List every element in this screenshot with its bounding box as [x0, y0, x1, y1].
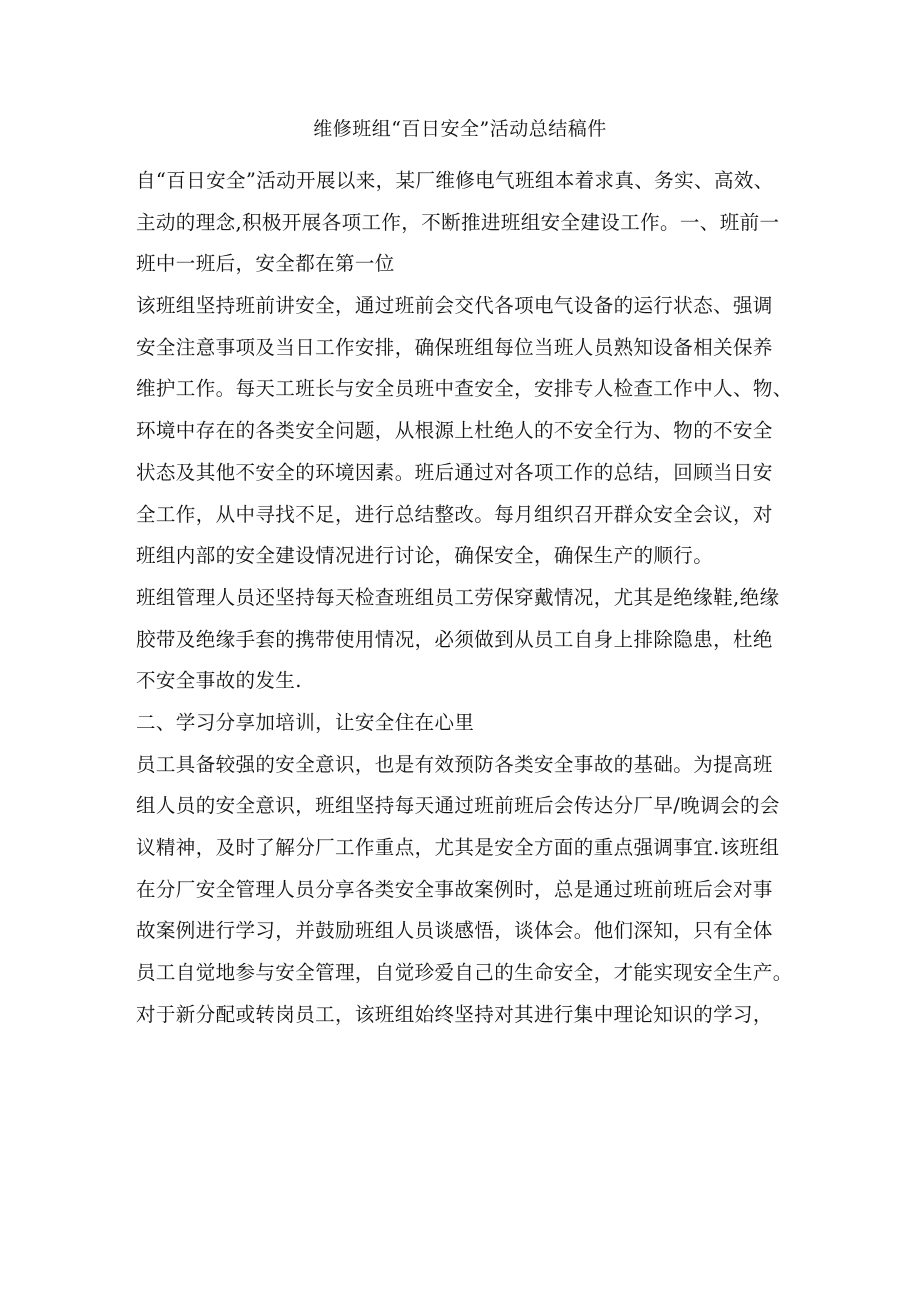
- body-line: 环境中存在的各类安全问题，从根源上杜绝人的不安全行为、物的不安全: [136, 419, 773, 443]
- body-line: 自“百日安全”活动开展以来，某厂维修电气班组本着求真、务实、高效、: [136, 169, 774, 192]
- section-heading: 二、学习分享加培训，让安全住在心里: [136, 710, 475, 734]
- body-line: 胶带及绝缘手套的携带使用情况，必须做到从员工自身上排除隐患，杜绝: [136, 627, 773, 651]
- body-line: 员工自觉地参与安全管理，自觉珍爱自己的生命安全，才能实现安全生产。: [136, 961, 793, 985]
- body-line: 在分厂安全管理人员分享各类安全事故案例时，总是通过班前班后会对事: [136, 877, 773, 901]
- body-line: 不安全事故的发生.: [136, 669, 302, 693]
- body-line: 维护工作。每天工班长与安全员班中查安全，安排专人检查工作中人、物、: [136, 377, 793, 401]
- document-title: 维修班组“百日安全”活动总结稿件: [313, 118, 607, 140]
- body-line: 主动的理念,积极开展各项工作，不断推进班组安全建设工作。一、班前一: [136, 210, 780, 234]
- body-line: 该班组坚持班前讲安全，通过班前会交代各项电气设备的运行状态、强调: [136, 294, 773, 318]
- body-line: 员工具备较强的安全意识，也是有效预防各类安全事故的基础。为提高班: [136, 752, 773, 776]
- body-line: 班组内部的安全建设情况进行讨论，确保安全，确保生产的顺行。: [136, 544, 714, 568]
- body-line: 全工作，从中寻找不足，进行总结整改。每月组织召开群众安全会议，对: [136, 502, 773, 526]
- body-line: 故案例进行学习，并鼓励班组人员谈感悟，谈体会。他们深知，只有全体: [136, 919, 773, 943]
- body-line: 对于新分配或转岗员工，该班组始终坚持对其进行集中理论知识的学习，: [136, 1002, 773, 1026]
- body-line: 议精神，及时了解分厂工作重点，尤其是安全方面的重点强调事宜.该班组: [136, 836, 780, 859]
- body-line: 班中一班后，安全都在第一位: [136, 252, 395, 276]
- body-line: 状态及其他不安全的环境因素。班后通过对各项工作的总结，回顾当日安: [136, 460, 773, 484]
- body-line: 安全注意事项及当日工作安排，确保班组每位当班人员熟知设备相关保养: [136, 335, 773, 359]
- body-line: 组人员的安全意识，班组坚持每天通过班前班后会传达分厂早/晚调会的会: [136, 794, 780, 818]
- body-line: 班组管理人员还坚持每天检查班组员工劳保穿戴情况，尤其是绝缘鞋,绝缘: [136, 585, 780, 609]
- document-body: [136, 160, 804, 1035]
